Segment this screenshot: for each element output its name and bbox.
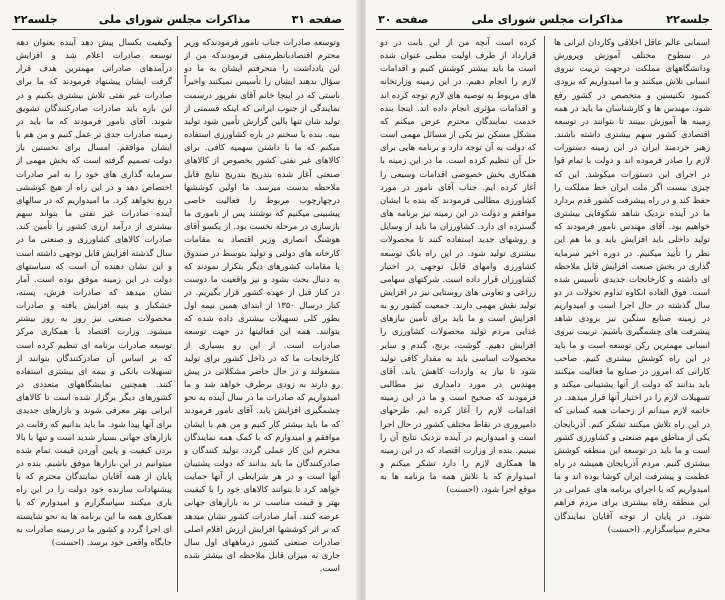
right-page-title: مذاکرات مجلس شورای ملی (471, 12, 624, 26)
left-page-header (14, 10, 342, 28)
left-page-left-column-text: وکیفیت یکسال پیش دهد آینده بعنوان دهه توسعه صادرات اعلام شد و افزایش درآمدهای صادراتی مهمترین هدف قرار گرفت ایشان پیشنهاد فرمودند که ما برای صادرات غیر نفتی تلاش بیشتری بکنیم و در این باره باید صادرات صادرکنندگان تشویق شوند. آقای نامور فرمودند که ما باید در زمینه صادرات جدی تر عمل کنیم و من هم با ایشان موافقم. امسال برای نخستین بار دولت تصمیم گرفته است که بخش مهمی از سرمایه گذاری های خود را به امر صادرات اختصاص دهد و در این راه از هیچ کوششی دریغ نخواهد کرد. ما امیدواریم که در سالهای آینده صادرات غیر نفتی ما بتواند سهم بیشتری از درآمد ارزی کشور را تأمین کند. صادرات کالاهای کشاورزی و صنعتی ما در سال گذشته افزایش قابل توجهی داشته است و این نشان دهنده آن است که سیاستهای دولت در این زمینه موفق بوده است. آمار نشان میدهد که صادرات فرش، پسته، خشکبار و پنبه افزایش یافته و صادرات محصولات صنعتی نیز روز به روز بیشتر میشود. وزارت اقتصاد با همکاری مرکز توسعه صادرات برنامه ای تنظیم کرده است که بر اساس آن صادرکنندگان بتوانند از تسهیلات بانکی و بیمه ای بیشتری استفاده کنند. همچنین نمایشگاههای متعددی در کشورهای دیگر برگزار شده است تا کالاهای ایرانی بهتر معرفی شوند و بازارهای جدیدی برای آنها پیدا شود. ما باید بدانیم که رقابت در بازارهای جهانی بسیار شدید است و تنها با بالا بردن کیفیت و پایین آوردن قیمت تمام شده میتوانیم در این بازارها موفق باشیم. بنده در پایان از همه آقایان نمایندگان محترم که با پیشنهادات سازنده خود دولت را در این راه یاری میکنند سپاسگزارم و امیدوارم که با همکاری همه ما این برنامه ها به نحو شایسته ای اجرا گردد و کشور ما در زمینه صادرات به جایگاه واقعی خود برسد. (احسنت) (16, 37, 172, 547)
left-page-session: جلسه۲۲ (14, 12, 58, 26)
right-page-right-column (554, 36, 710, 592)
left-page-right-column-text: وتوسعه صادرات جناب نامور فرمودندکه وزیر محترم اقتصادبانظرمنفی فرمودندکه من از این یادداشت را منحرفتم ایشان به ما دو سؤال بدهند ایشان را تأسیس نمیکنند واخیراً ناستی که در اینجا خانم آقای نفرپور درسمت نمایندگی از جنوب ایرانی که اینکه قسمتی از تولید شان تنها بالین گزارش تأمین شود تولید بنیه. بنده یا سخنم در باره کشاورزی استفاده میکنم که ما با داشتن سهمیه کافی. برای کالاهای غیر نفتی کشور بخصوص از کالاهای صنعتی آغاز شده بتدریج بتدریج نتایج قابل ملاحظه بدست میرسد. ما اولین کوششها درچهارچوب مربوط را فعالیت خاصی پیشبینی میکنیم که نوشتند پس از ناموری ما بازسازی در مرحله نخست بود. از یکسو آقای هوشنگ انصاری وزیر اقتصاد به مقامات کارخانه های دولتی و تولید بتوسط در صندوق یا مقامات کشورهای دیگر بتکرار نمودند که به دنبال بحث بشود و نیز واقعیت ما دوست در کنار قبل از عهده کشور قرار بگیریم. در کنار درسال ۱۳۵۰ از ابتدای همین نیمه اول بطور کلی تسهیلات بیشتری داده شده که بتوانند. همه این فعالیتها در جهت توسعه صادرات است. از این رو بسیاری از کارخانجات ما که در داخل کشور برای تولید مشغولند و در حال حاضر مشکلاتی در پیش رو دارند به زودی برطرف خواهد شد و ما امیدواریم که صادرات ما در سال آینده به نحو چشمگیری افزایش یابد. آقای نامور فرمودند که ما باید بیشتر کار کنیم و من هم با ایشان موافقم و امیدوارم که با کمک همه نمایندگان محترم این کار عملی گردد. تولید کنندگان و صادرکنندگان ما باید بدانند که دولت پشتیبان آنها است و در هر شرایطی از آنها حمایت خواهد کرد تا بتوانند کالاهای خود را با کیفیت بهتر و قیمت مناسب تر به بازارهای جهانی عرضه کنند. آمار صادرات کشور نشان میدهد که بر اثر کوششها افزایش ارزش اقلام اصلی صادرات صنعتی کشور درماههای اول سال جاری به میزان قابل ملاحظه ای بیشتر شده است. (184, 37, 340, 574)
right-page-left-column-text: کرده است آنچه من از این بابت در دو قرارداد از طرف اولیت مطبی عنوان شده است ما باید بیشتر کوشش کنیم و اقدامات لازم را انجام دهیم. در این زمینه وزارتخانه های مربوط به توصیه های لازم توجه کرده اند و اقدامات مؤثری انجام داده اند. اینجا بنده خدمت نمایندگان محترم عرض میکنم که مشکل مسکن نیز یکی از مسائل مهمی است که دولت به آن توجه دارد و برنامه هایی برای حل آن تنظیم کرده است. ما در این زمینه با همکاری بخش خصوصی اقدامات وسیعی را آغاز کرده ایم. جناب آقای نامور در مورد کشاورزی مطالبی فرمودند که بنده با ایشان موافقم و دولت در این زمینه نیز برنامه های گسترده ای دارد. کشاورزان ما باید از وسایل و روشهای جدید استفاده کنند تا محصولات بیشتری تولید شود. در این راه بانک توسعه کشاورزی وامهای قابل توجهی در اختیار کشاورزان قرار داده است. شرکتهای سهامی زراعی و تعاونی های روستایی نیز در افزایش تولید نقش مهمی دارند. جمعیت کشور رو به افزایش است و ما باید برای تأمین نیازهای غذایی مردم تولید محصولات کشاورزی را افزایش دهیم. گوشت، برنج، گندم و سایر محصولات اساسی باید به مقدار کافی تولید شود تا نیاز به واردات کاهش یابد. آقای مهندس در مورد دامداری نیز مطالبی فرمودند که صحیح است و ما در این زمینه اقدامات لازم را آغاز کرده ایم. طرحهای دامپروری در نقاط مختلف کشور در حال اجرا است و امیدواریم در آینده نزدیک نتایج آن را ببینیم. بنده از وزارت اقتصاد که در این زمینه ها همکاری لازم را دارد تشکر میکنم و امیدوارم که با تلاش همه ما برنامه ها به موقع اجرا شود. (احسنت) (380, 37, 536, 495)
right-header-rule (376, 29, 712, 30)
right-page-header (378, 10, 710, 28)
right-page-left-column (380, 36, 536, 592)
right-page-right-column-text: اسمانی عالم عاقل اخلاقی وکاردان ایرانی ها در سطوح مختلف آموزش وپرورش ودانشگاههای مملکت درجهت تربیت نیروی انسانی تلاش میکنند و ما امیدواریم که بزودی کمبود تکنیسین و متخصص در کشور رفع شود. مهندس ها و کارشناسان ما باید در همه زمینه ها آموزش ببینند تا بتوانند در توسعه اقتصادی کشور سهم بیشتری داشته باشند. رهبر خردمند ایران در این زمینه دستورات لازم را صادر فرموده اند و دولت با تمام قوا در اجرای این دستورات میکوشد. این که چیزی بیست اگر ملت ایران خط مملکت را حفظ کند و در راه پیشرفت کشور قدم بردارد ما در آینده نزدیک شاهد شکوفایی بیشتری خواهیم بود. آقای مهندس نامور فرمودند که تولید داخلی باید افزایش یابد و ما هم این نظر را تأیید میکنیم. در دوره اخیر سرمایه گذاری در بخش صنعت افزایش قابل ملاحظه ای داشته و کارخانجات جدیدی تأسیس شده است. فوق العاده انکاوه تداوم تحولات در دو سال گذشته در حال اجرا است و امیدواریم در زمینه صنایع سنگین نیز بزودی شاهد پیشرفت های چشمگیری باشیم. تربیت نیروی انسانی مهمترین رکن توسعه است و ما باید در این راه کوشش بیشتری کنیم. صاحب کارانی که امروز در صنایع ما فعالیت میکنند باید بدانند که دولت از آنها پشتیبانی میکند و تسهیلات لازم را در اختیار آنها قرار میدهد. در خاتمه لازم میدانم از زحمات همه کسانی که در این راه تلاش میکنند تشکر کنم. آذربایجان یکی از مناطق مهم صنعتی و کشاورزی کشور است و ما باید در توسعه این منطقه کوشش بیشتری کنیم. مردم آذربایجان همیشه در راه عظمت و پیشرفت ایران کوشا بوده اند و ما امیدواریم که با اجرای برنامه های عمرانی در این منطقه رفاه بیشتری برای مردم فراهم شود. در پایان از توجه آقایان نمایندگان محترم سپاسگزارم. (احسنت) (554, 37, 710, 534)
right-page-session: جلسه۲۲ (666, 12, 710, 26)
left-page-left-column (16, 36, 172, 592)
left-column-divider (177, 36, 178, 592)
left-page-number: صفحه ۳۱ (291, 12, 342, 26)
left-page-right-column (184, 36, 340, 592)
right-page-number: صفحه ۳۰ (378, 12, 429, 26)
left-page-title: مذاکرات مجلس شورای ملی (98, 12, 251, 26)
left-header-rule (12, 29, 344, 30)
right-page (366, 0, 725, 600)
right-column-divider (544, 36, 545, 592)
left-page (0, 0, 358, 600)
